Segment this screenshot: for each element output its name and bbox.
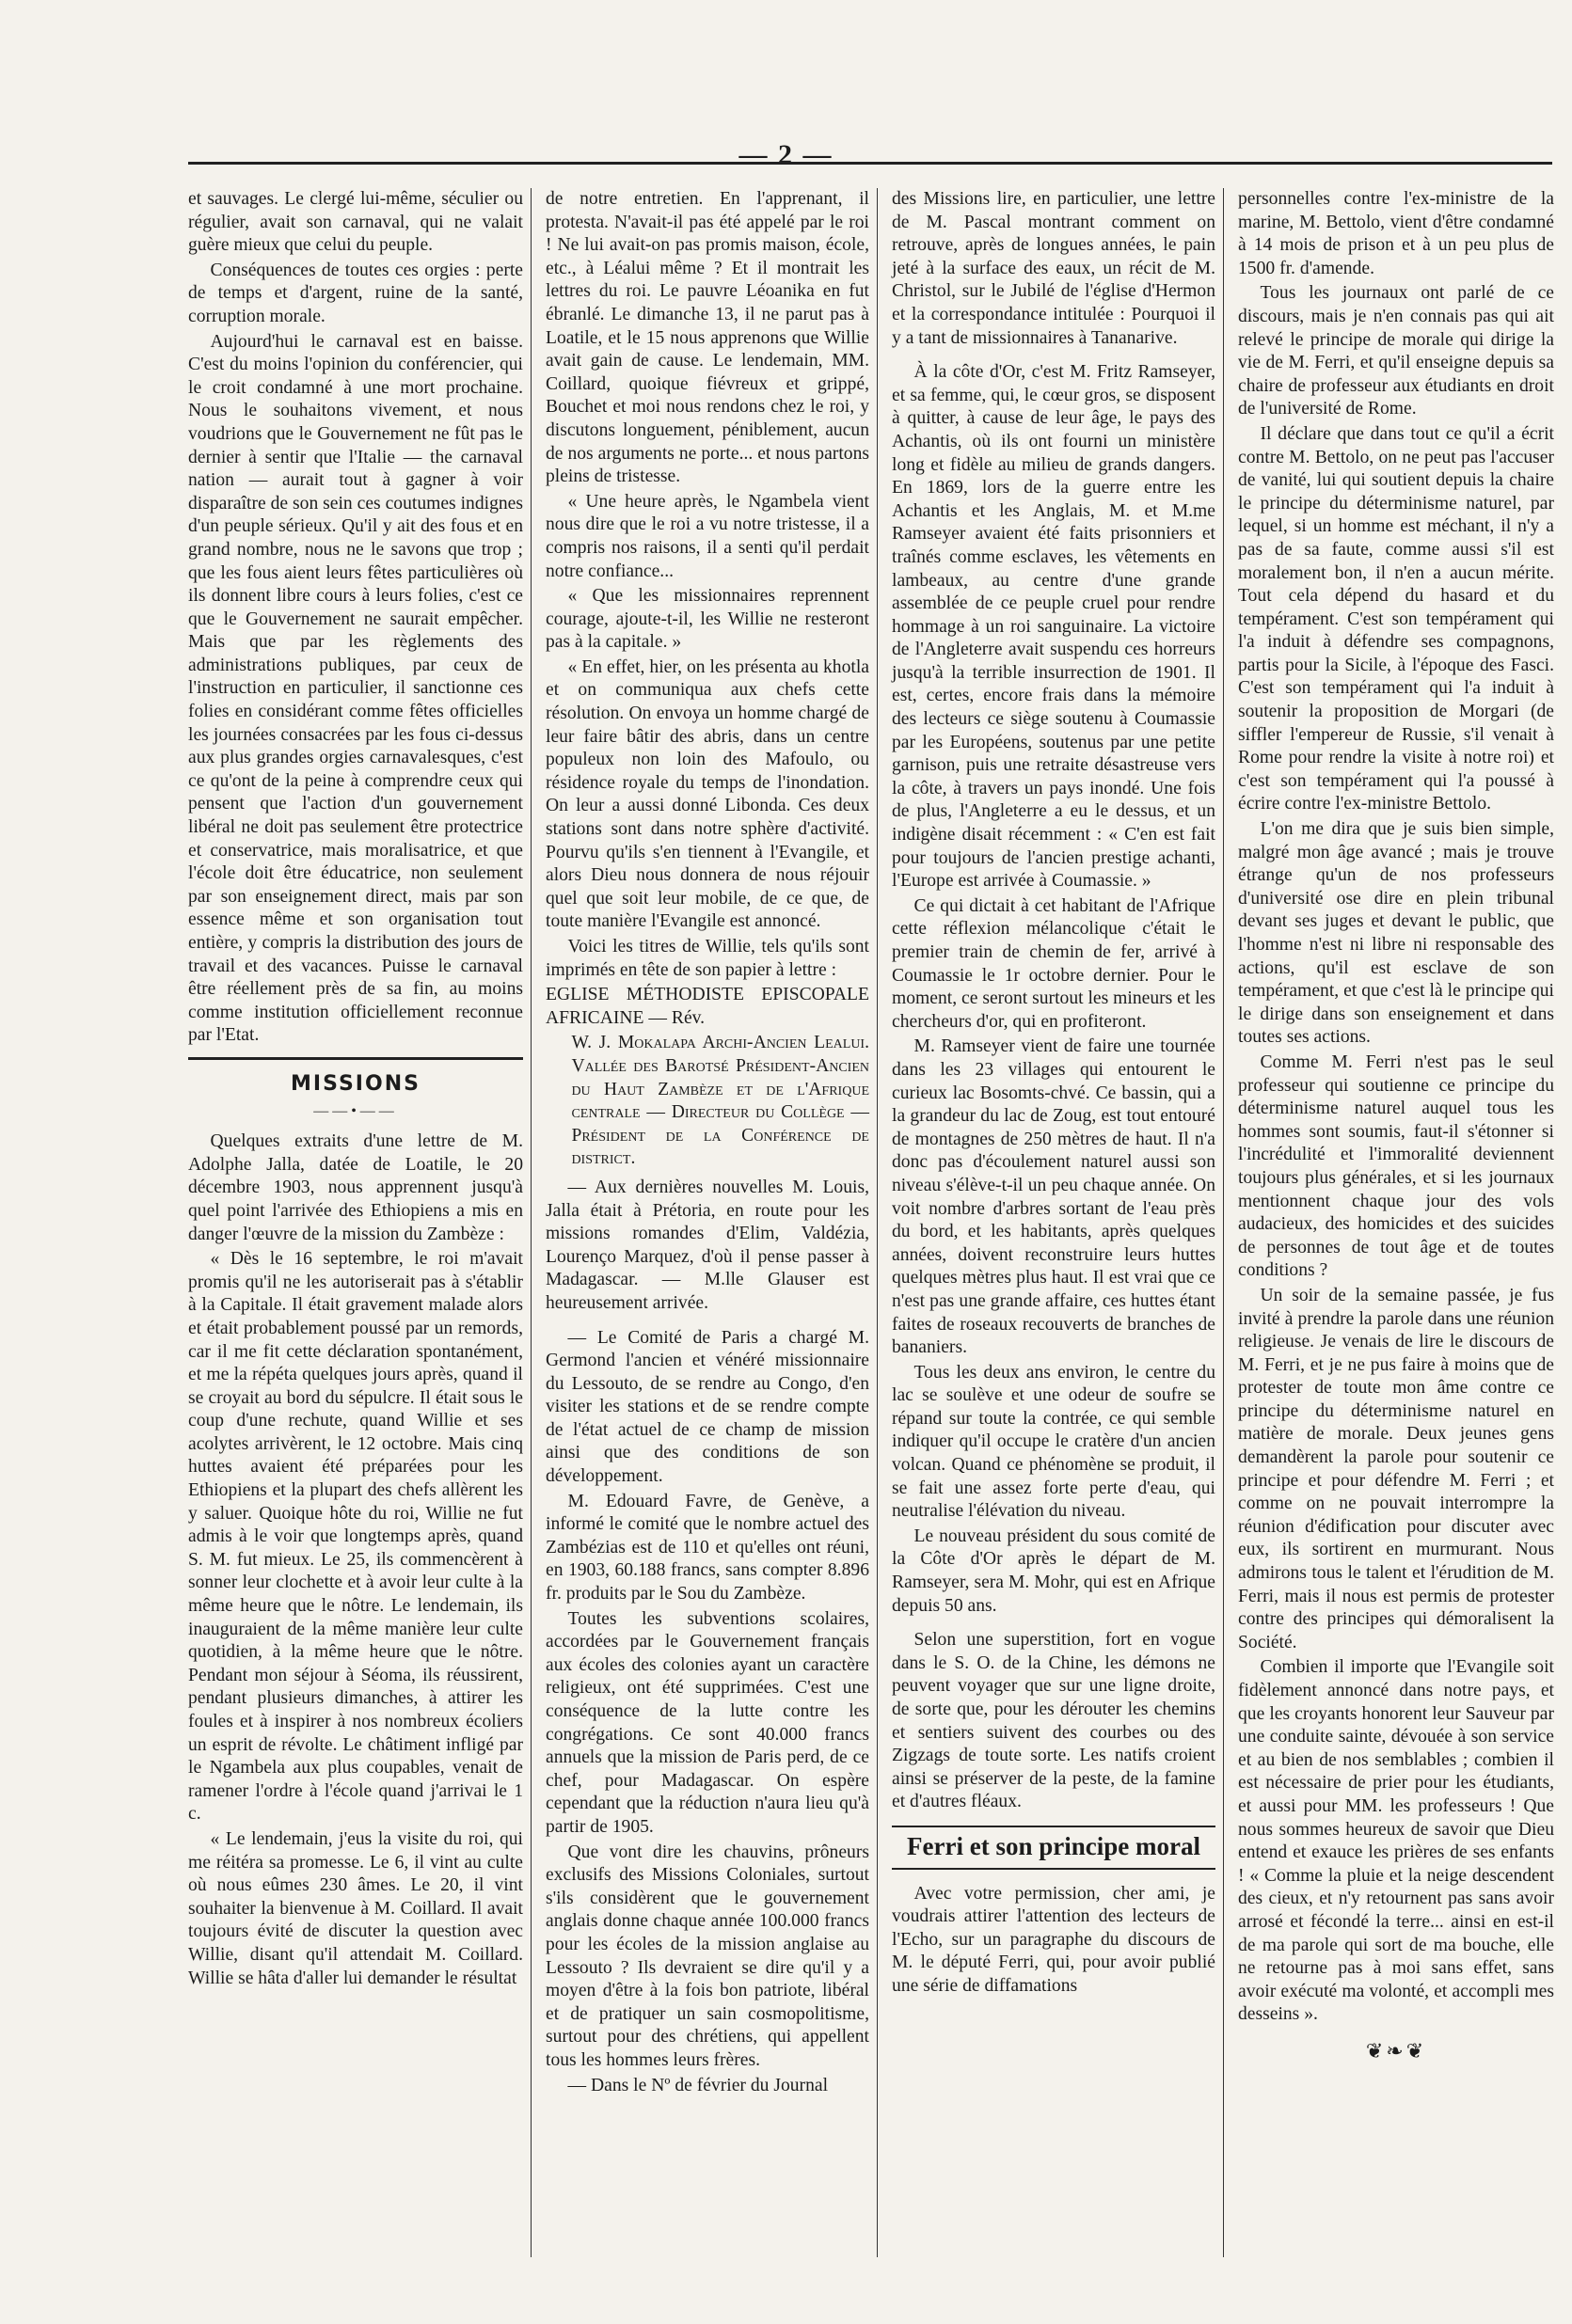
paragraph: Tous les deux ans environ, le centre du lac se soulève et une odeur de soufre se répand sur toute la contrée, ce qui semble indiquer qu'il occupe le cratère d'un ancien volcan. Quand ce phénomène se produit, il se fait une assez forte perte d'eau, qui neutralise l'élévation du niveau. xyxy=(892,1362,1215,1522)
paragraph: — Le Comité de Paris a chargé M. Germond l'ancien et vénéré missionnaire du Lessouto, de se rendre au Congo, d'en visiter les stations et de se rendre compte de l'état actuel de ce champ de mission ainsi que des conditions de son développement. xyxy=(546,1327,869,1487)
paragraph: « Dès le 16 septembre, le roi m'avait promis qu'il ne les autoriserait pas à s'établir à la Capitale. Il était gravement malade alors et était probablement poussé par un remords, car il me fit cette déclaration spontanément, et me la répéta quelques jours après, quand il se croyait au bord du sépulcre. Il était sous le coup d'une rechute, quand Willie et ses acolytes arrivèrent, le 12 octobre. Mais cinq huttes avaient été préparées pour les Ethiopiens et la plupart des chefs allèrent les y saluer. Quoique hôte du roi, Willie ne fut admis à le voir que longtemps après, quand S. M. fut mieux. Le 25, ils commencèrent à sonner leur clochette et à avoir leur culte à la même heure que le nôtre. Le lendemain, ils inauguraient de la même manière leur culte quotidien, à la même heure que le nôtre. Pendant mon séjour à Séoma, ils réussirent, pendant plusieurs dimanches, à attirer les foules et à inspirer à nos nombreux écoliers un esprit de révolte. Le châtiment infligé par le Ngambela aux plus coupables, venait de ramener l'ordre à l'école quand j'arrivai le 1 c. xyxy=(188,1249,523,1825)
paragraph: Il déclare que dans tout ce qu'il a écrit contre M. Bettolo, on ne peut pas l'accuser de vanité, lui qui soutient depuis la chaire le principe du déterminisme naturel, par lequel, si un homme est méchant, il n'y a pas de sa faute, comme aussi s'il est moralement bon, il n'en a aucun mérite. Tout cela dépend du hasard et du tempérament. C'est son tempérament qui l'a induit à défendre ses compagnons, partis pour la Sicile, à l'époque des Fasci. C'est son tempérament qui l'a induit à soutenir la proposition de Morgari (de siffler l'empereur de Russie, s'il venait à Rome pour rendre la visite à notre roi) et c'est son tempérament qui l'a poussé à écrire contre l'ex-ministre Bettolo. xyxy=(1238,423,1554,814)
paragraph: Toutes les subventions scolaires, accordées par le Gouvernement français aux écoles des colonies ayant un caractère religieux, ont été supprimées. C'est une conséquence de la lutte contre les congrégations. Ce sont 40.000 francs annuels que la mission de Paris perd, de ce chef, pour Madagascar. On espère cependant que la réduction n'aura lieu qu'à partir de 1905. xyxy=(546,1608,869,1837)
paragraph: — Dans le Nº de février du Journal xyxy=(567,2075,829,2095)
paragraph: Un soir de la semaine passée, je fus invité à prendre la parole dans une réunion religieuse. Je venais de lire le discours de M. Ferri, et je ne pus faire à moins que de protester de toute mon âme contre ce principe du déterminisme naturel en matière de morale. Deux jeunes gens demandèrent la parole pour soutenir ce principe et pour défendre M. Ferri ; et comme on ne pouvait interrompre la réunion d'édification pour discuter avec eux, ils sortirent en murmurant. Nous admirons tous le talent et l'érudition de M. Ferri, mais il nous est permis de protester contre des principes qui démoralisent la Société. xyxy=(1238,1285,1554,1652)
paragraph: — Aux dernières nouvelles M. Louis, Jalla était à Prétoria, en route pour les missions romandes d'Elim, Valdézia, Lourenço Marquez, d'où il pense passer à Madagascar. — M.lle Glauser est heureusement arrivée. xyxy=(546,1177,869,1313)
paragraph: « Que les missionnaires reprennent courage, ajoute-t-il, les Willie ne resteront pas à la capitale. » xyxy=(546,586,869,653)
paragraph: Quelques extraits d'une lettre de M. Adolphe Jalla, datée de Loatile, le 20 décembre 1903, nous apprennent jusqu'à quel point l'arrivée des Ethiopiens a mis en danger l'œuvre de la mission du Zambèze : xyxy=(188,1131,523,1244)
column-1 xyxy=(188,188,534,2267)
column-2 xyxy=(534,188,881,2267)
paragraph: Selon une superstition, fort en vogue dans le S. O. de la Chine, les démons ne peuvent voyager que sur une ligne droite, de sorte que, pour les dérouter les chemins et sentiers suivent des courbes ou des Zigzags de toute sorte. Les natifs croient ainsi se préserver de la peste, de la famine et d'autres fléaux. xyxy=(892,1630,1215,1812)
section-title-missions: MISSIONS xyxy=(291,1071,421,1096)
paragraph: Combien il importe que l'Evangile soit fidèlement annoncé dans notre pays, et que les croyants honorent leur Sauveur par une conduite sainte, dévouée à son service et au bien de nos semblables ; combien il est nécessaire de prier pour les étudiants, et aussi pour MM. les professeurs ! Que nous sommes heureux de savoir que Dieu entend et exauce les prières de ses enfants ! « Comme la pluie et la neige descendent des cieux, et n'y retournent pas sans avoir arrosé et fécondé la terre... ainsi en est-il de ma parole qui sort de ma bouche, elle ne retourne pas à moi sans effet, sans avoir exécuté ma volonté, et accompli mes desseins ». xyxy=(1238,1657,1554,2025)
paragraph: L'on me dira que je suis bien simple, malgré mon âge avancé ; mais je trouve étrange qu'un de nos professeurs d'université ose dire en plein tribunal devant ses juges et devant le public, que l'homme n'est ni libre ni responsable des actions, qu'il est esclave de son tempérament, et que c'est là le principe qui le dirige dans son enseignement et dans toutes ses actions. xyxy=(1238,819,1554,1048)
paragraph: Ce qui dictait à cet habitant de l'Afrique cette réflexion mélancolique c'était le premier train de chemin de fer, arrivé à Coumassie le 1r octobre dernier. Pour le moment, ce seront surtout les mineurs et les chercheurs d'or, qui en profiteront. xyxy=(892,895,1215,1032)
column-3 xyxy=(881,188,1227,2267)
ornament-rule: ——•—— xyxy=(313,1102,398,1119)
paragraph: Comme M. Ferri n'est pas le seul professeur qui soutienne ce principe du déterminisme naturel auquel tous les hommes sont soumis, faut-il s'étonner si l'incrédulité et l'immoralité deviennent toujours plus générales, et si les journaux mentionnent chaque jour des vols audacieux, des homicides et des suicides de personnes de tout âge et de toutes conditions ? xyxy=(1238,1051,1554,1281)
end-ornament: ❦❧❦ xyxy=(1365,2038,1427,2063)
paragraph: Que vont dire les chauvins, prôneurs exclusifs des Missions Coloniales, surtout s'ils considèrent que le gouvernement anglais donne chaque année 100.000 francs pour les écoles de la mission anglaise au Lessouto ? Ils devraient se dire qu'il y a moyen d'être à la fois bon patriote, libéral et de pratiquer un sain cosmopolitisme, surtout pour des chrétiens, qui appellent tous les hommes leurs frères. xyxy=(546,1842,869,2070)
paragraph: Avec votre permission, cher ami, je voudrais attirer l'attention des lecteurs de l'Echo, sur un paragraphe du discours de M. le député Ferri, qui, pour avoir publié une série de diffamations xyxy=(892,1883,1215,1996)
paragraph: « En effet, hier, on les présenta au khotla et on communiqua aux chefs cette résolution. On envoya un homme chargé de leur faire bâtir des abris, dans un centre populeux non loin des Mafoulo, ou résidence royale du temps de l'inondation. On leur a aussi donné Libonda. Ces deux stations sont dans notre sphère d'activité. Pourvu qu'ils s'en tiennent à l'Evangile, et alors Dieu nous donnera de nous réjouir quel que soit leur mobile, de ce que, de toute manière l'Evangile est annoncé. xyxy=(546,656,869,932)
letterhead-body: W. J. Mokalapa Archi-Ancien Lealui. Vallée des Barotsé Président-Ancien du Haut Zambèze et de l'Afrique centrale — Directeur du Collège — Président de la Conférence de district. xyxy=(571,1033,869,1169)
paragraph: personnelles contre l'ex-ministre de la marine, M. Bettolo, vient d'être condamné à 14 mois de prison et à un peu plus de 1500 fr. d'amende. xyxy=(1238,189,1554,278)
paragraph: et sauvages. Le clergé lui-même, séculier ou régulier, avait son carnaval, qui ne valait guère mieux que celui du peuple. xyxy=(188,189,523,256)
paragraph: « Une heure après, le Ngambela vient nous dire que le roi a vu notre tristesse, il a compris nos raisons, il a senti qu'il perdait notre confiance... xyxy=(546,491,869,581)
paragraph: Voici les titres de Willie, tels qu'ils sont imprimés en tête de son papier à lettre : xyxy=(546,937,869,980)
article-title-ferri: Ferri et son principe moral xyxy=(892,1826,1215,1870)
header-rule xyxy=(188,162,1552,165)
paragraph: de notre entretien. En l'apprenant, il protesta. N'avait-il pas été appelé par le roi ! Ne lui avait-on pas promis maison, école, etc., à Léalui même ? Et il montrait les lettres du roi. Le pauvre Léoanika en fut ébranlé. Le dimanche 13, il ne parut pas à Loatile, et le 15 nous apprenons que Willie avait gain de cause. Le lendemain, MM. Coillard, quoique fiévreux et grippé, Bouchet et moi nous rendons chez le roi, y discutons longuement, péniblement, aucun de nos arguments ne porte... et nous partons pleins de tristesse. xyxy=(546,189,869,487)
paragraph: M. Edouard Favre, de Genève, a informé le comité que le nombre actuel des Zambézias est de 110 et qu'elles ont réuni, en 1903, 60.188 francs, sans compter 8.896 fr. produits par le Sou du Zambèze. xyxy=(546,1491,869,1605)
letterhead-title: EGLISE MÉTHODISTE EPISCOPALE AFRICAINE — Rév. xyxy=(546,985,869,1028)
paragraph: Aujourd'hui le carnaval est en baisse. C'est du moins l'opinion du conférencier, qui le croit condamné à une mort prochaine. Nous le souhaitons vivement, et nous voudrions que le Gouvernement ne fût pas le dernier à sentir que l'Italie — the carnaval nation — aurait tout à gagner à voir disparaître de son sein ces coutumes indignes d'un peuple sérieux. Qu'il y ait des fous et en grand nombre, nous ne le savons que trop ; que les fous aient leurs fêtes particulières où ils donnent libre cours à leurs folies, c'est ce que le Gouvernement ne saurait empêcher. Mais que par les règlements des administrations publiques, par ceux de l'instruction en particulier, il sanctionne ces folies en considérant comme fêtes officielles les journées consacrées par les fous ci-dessus aux plus grandes orgies carnavalesques, c'est ce qu'ont de la peine à comprendre ceux qui pensent que l'action d'un gouvernement libéral ne doit pas seulement être protectrice et conservatrice, mais moralisatrice, et que l'école doit être éducatrice, non seulement par son enseignement direct, mais par son essence même et son organisation tout entière, y compris la distribution des jours de travail et des vacances. Puisse le carnaval être réellement près de sa fin, au moins comme institution officiellement reconnue par l'Etat. xyxy=(188,331,523,1046)
paragraph: « Le lendemain, j'eus la visite du roi, qui me réitéra sa promesse. Le 6, il vint au culte où nous eûmes 230 âmes. Le 20, il vint souhaiter la bienvenue à M. Coillard. Il avait toujours évité de discuter la question avec Willie, disant qu'il attendait M. Coillard. Willie se hâta d'aller lui demander le résultat xyxy=(188,1828,523,1988)
paragraph: M. Ramseyer vient de faire une tournée dans les 23 villages qui entourent le curieux lac Bosomts-chvé. Ce bassin, qui a la grandeur du lac de Zoug, est tout entouré de montagnes de 250 mètres de haut. Il n'a donc pas d'écoulement naturel aussi son niveau s'élève-t-il un peu chaque année. On voit nombre d'arbres sortant de l'eau près du bord, et les habitants, après quelques années, doivent reconstruire leurs huttes quelques mètres plus haut. Il est vrai que ce n'est pas une grande affaire, ces huttes étant faites de roseaux recouverts de branches de bananiers. xyxy=(892,1036,1215,1358)
paragraph: Le nouveau président du sous comité de la Côte d'Or après le départ de M. Ramseyer, sera M. Mohr, qui est en Afrique depuis 50 ans. xyxy=(892,1526,1215,1616)
paragraph: Conséquences de toutes ces orgies : perte de temps et d'argent, ruine de la santé, corruption morale. xyxy=(188,260,523,326)
paragraph: des Missions lire, en particulier, une lettre de M. Pascal montrant comment on retrouve, après de longues années, le pain jeté à la surface des eaux, un récit de M. Christol, sur le Jubilé de l'église d'Hermon et la correspondance intitulée : Pourquoi il y a tant de missionnaires à Tananarive. xyxy=(892,189,1215,348)
page-number: — 2 — xyxy=(738,139,834,170)
column-4 xyxy=(1227,188,1565,2267)
section-rule xyxy=(188,1057,523,1060)
paragraph: Tous les journaux ont parlé de ce discours, mais je n'en connais pas qui ait relevé le principe de morale qui dirige la vie de M. Ferri, et qu'il enseigne depuis sa chaire de professeur aux étudiants en droit de l'université de Rome. xyxy=(1238,283,1554,419)
paragraph: À la côte d'Or, c'est M. Fritz Ramseyer, et sa femme, qui, le cœur gros, se disposent à quitter, à cause de leur âge, le pays des Achantis, où ils ont fourni un ministère long et fidèle au milieu de grands dangers. En 1869, lors de la guerre entre les Achantis et les Anglais, M. et M.me Ramseyer avaient été faits prisonniers et traînés comme esclaves, les vêtements en lambeaux, au centre d'une grande assemblée de ce peuple cruel pour rendre hommage à un roi sanguinaire. La victoire de l'Angleterre avait suspendu ces horreurs jusqu'à la terrible insurrection de 1901. Il est, certes, encore frais dans la mémoire des lecteurs ce siège soutenu à Coumassie par les Européens, soutenus par une petite garnison, puis une retraite désastreuse vers la côte, à travers un pays inondé. Une fois de plus, l'Angleterre a eu le dessus, et un indigène disait récemment : « C'en est fait pour toujours de l'ancien prestige achanti, l'Europe est arrivée à Coumassie. » xyxy=(892,362,1215,892)
